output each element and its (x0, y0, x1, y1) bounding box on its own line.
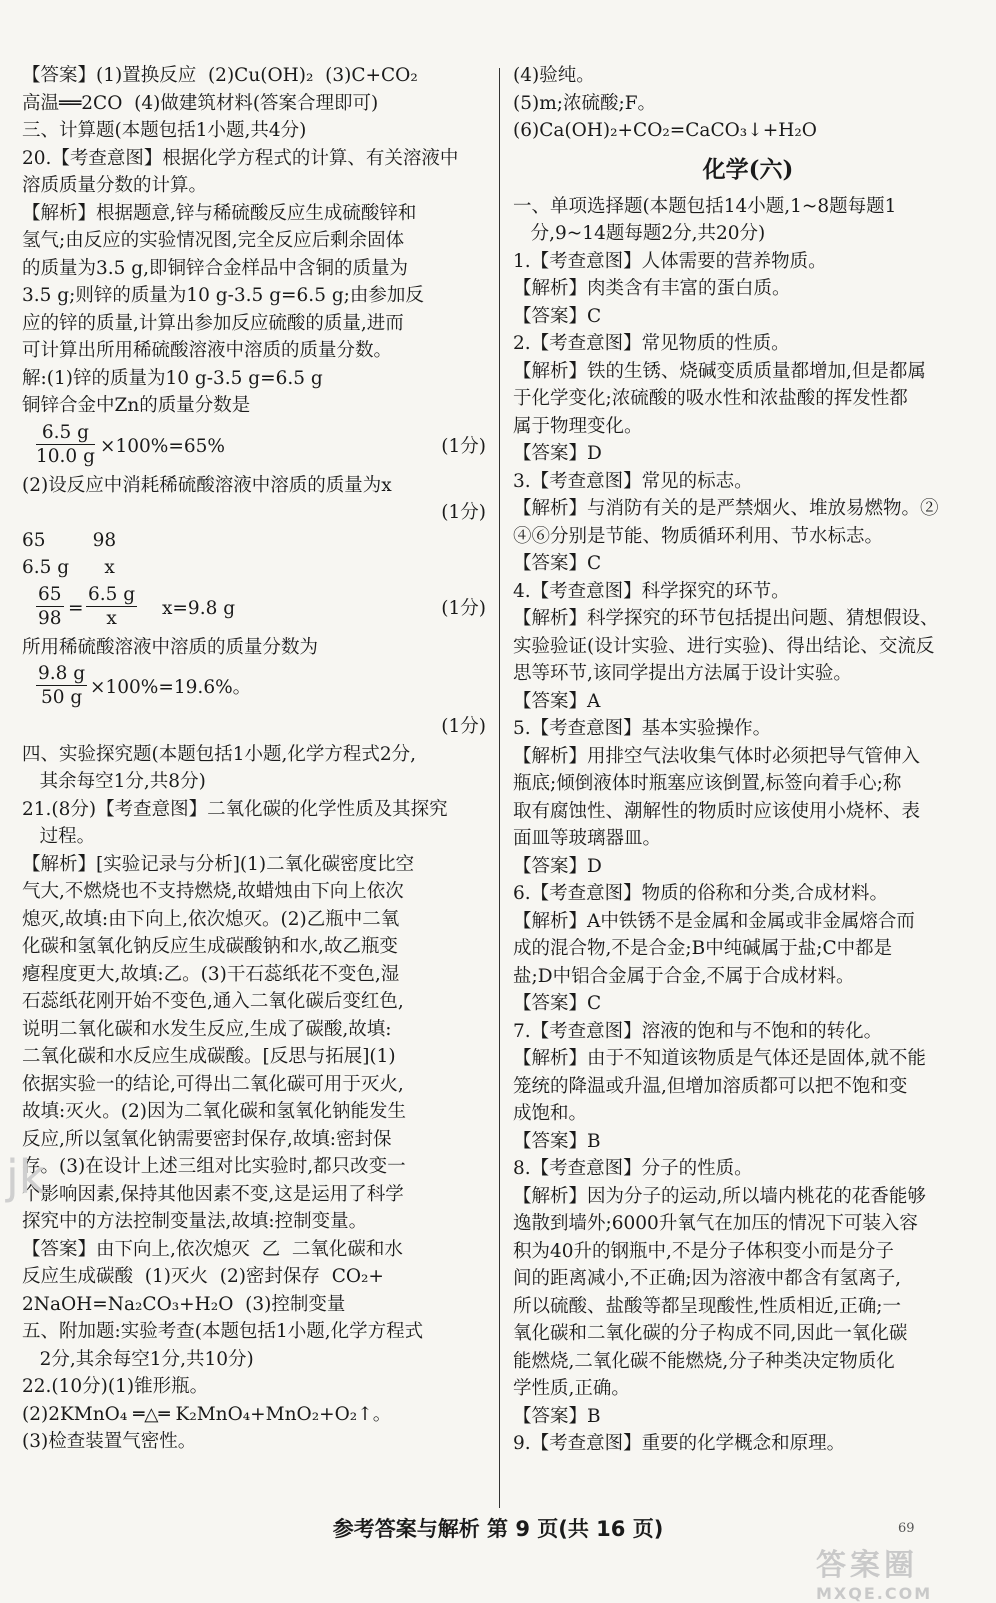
watermark-logo (816, 1540, 986, 1603)
question-5: 5.【考查意图】基本实验操作。 (513, 718, 772, 739)
text-line: 取有腐蚀性、潮解性的物质时应该使用小烧杯、表 (513, 800, 921, 822)
watermark-text: 答案圈 (816, 1548, 918, 1583)
fraction-numerator: 65 (38, 583, 62, 605)
text-line: 【解析】A中铁锈不是金属和金属或非金属熔合而 (513, 910, 915, 932)
watermark-url: MXQE.COM (816, 1584, 933, 1603)
text-line: 分,9~14题每题2分,共20分) (513, 223, 766, 244)
text-line: 成的混合物,不是合金;B中纯碱属于盐;C中都是 (513, 938, 893, 959)
fraction-result: ×100%=19.6%。 (90, 677, 252, 698)
fraction-numerator: 9.8 g (38, 663, 86, 684)
fraction-result: ×100%=65% (100, 435, 226, 457)
text-line: 瘪程度更大,故填:乙。(3)干石蕊纸花不变色,湿 (22, 963, 400, 985)
text-line: 【解析】与消防有关的是严禁烟火、堆放易燃物。② (513, 498, 939, 519)
question-21: 21.(8分)【考查意图】二氧化碳的化学性质及其探究 (22, 798, 448, 820)
score-label: (1分) (441, 597, 486, 619)
score-label: (1分) (441, 502, 486, 523)
answer-line: 【答案】D (513, 443, 602, 464)
score-label: (1分) (441, 435, 486, 457)
question-20: 20.【考查意图】根据化学方程式的计算、有关溶液中 (22, 147, 459, 169)
text-line: 65 98 (22, 529, 117, 551)
text-line: 气大,不燃烧也不支持燃烧,故蜡烛由下向上依次 (22, 881, 404, 902)
proportion-equation (22, 582, 492, 634)
text-line: 盐;D中铝合金属于合金,不属于合成材料。 (513, 965, 855, 987)
equals-sign: = (68, 597, 84, 619)
question-22: 22.(10分)(1)锥形瓶。 (22, 1376, 209, 1397)
text-line: 逸散到墙外;6000升氧气在加压的情况下可装入容 (513, 1213, 918, 1234)
page-footer: 参考答案与解析 第 9 页(共 16 页) (332, 1517, 664, 1541)
text-line: 【解析】铁的生锈、烧碱变质质量都增加,但是都属 (513, 360, 926, 382)
question-4: 4.【考查意图】科学探究的环节。 (513, 580, 790, 602)
text-line: 过程。 (22, 826, 96, 847)
fraction-zn-percent (22, 420, 492, 472)
text-line: (2)设反应中消耗稀硫酸溶液中溶质的质量为x (22, 474, 392, 496)
question-8: 8.【考查意图】分子的性质。 (513, 1158, 753, 1179)
right-column (513, 62, 983, 1458)
text-line: 高温══2CO (4)做建筑材料(答案合理即可) (22, 92, 379, 114)
section-heading: 三、计算题(本题包括1小题,共4分) (22, 120, 307, 141)
answer-line (22, 713, 492, 741)
fraction-denominator: 98 (38, 607, 62, 629)
text-line: 2分,其余每空1分,共10分) (22, 1348, 254, 1370)
answer-line: 【答案】D (513, 855, 602, 877)
question-9: 9.【考查意图】重要的化学概念和原理。 (513, 1433, 846, 1454)
text-line: 【解析】用排空气法收集气体时必须把导气管伸入 (513, 745, 921, 767)
page-corner-number: 69 (898, 1521, 915, 1536)
text-line: 反应生成碳酸 (1)灭火 (2)密封保存 CO₂+ (22, 1266, 384, 1287)
text-line: 氧化碳和二氧化碳的分子构成不同,因此一氧化碳 (513, 1323, 908, 1344)
text-line: (3)检查装置气密性。 (22, 1431, 197, 1452)
text-line: 熄灭,故填:由下向上,依次熄灭。(2)乙瓶中二氧 (22, 908, 400, 930)
text-line: 存。(3)在设计上述三组对比实验时,都只改变一 (22, 1156, 406, 1177)
section-heading: 四、实验探究题(本题包括1小题,化学方程式2分, (22, 743, 417, 765)
text-line: 氢气;由反应的实验情况图,完全反应后剩余固体 (22, 230, 405, 251)
text-line: (4)验纯。 (513, 65, 595, 86)
answer-line: 【答案】B (513, 1130, 601, 1152)
text-line: 【解析】肉类含有丰富的蛋白质。 (513, 278, 791, 299)
fraction-denominator: x (106, 607, 117, 629)
answer-line: 【答案】B (513, 1405, 601, 1427)
text-line: 属于物理变化。 (513, 415, 643, 437)
text-line: 二氧化碳和水反应生成碳酸。[反思与拓展](1) (22, 1046, 396, 1067)
text-line: 【解析】根据题意,锌与稀硫酸反应生成硫酸锌和 (22, 202, 417, 224)
text-line: 学性质,正确。 (513, 1378, 630, 1399)
text-line: 于化学变化;浓硫酸的吸水性和浓盐酸的挥发性都 (513, 388, 908, 409)
text-line: 【答案】(1)置换反应 (2)Cu(OH)₂ (3)C+CO₂ (22, 65, 418, 86)
text-line: 反应,所以氢氧化钠需要密封保存,故填:密封保 (22, 1128, 392, 1150)
text-line: 溶质质量分数的计算。 (22, 175, 208, 196)
text-line: 思等环节,该同学提出方法属于设计实验。 (513, 663, 852, 684)
text-line: 面皿等玻璃器皿。 (513, 828, 662, 849)
answer-line: 【答案】A (513, 690, 601, 712)
text-line: 个影响因素,保持其他因素不变,这是运用了科学 (22, 1183, 404, 1205)
text-line: 可计算出所用稀硫酸溶液中溶质的质量分数。 (22, 340, 393, 361)
answer-line: 【答案】C (513, 305, 602, 327)
text-line: (2)2KMnO₄ ═△═ K₂MnO₄+MnO₂+O₂↑。 (22, 1403, 392, 1425)
text-line: 铜锌合金中Zn的质量分数是 (22, 395, 251, 416)
answer-line: 【答案】C (513, 553, 602, 574)
text-line: 【答案】由下向上,依次熄灭 乙 二氧化碳和水 (22, 1238, 403, 1260)
text-line: 应的锌的质量,计算出参加反应硫酸的质量,进而 (22, 312, 404, 334)
text-line: 的质量为3.5 g,即铜锌合金样品中含铜的质量为 (22, 257, 409, 279)
text-line: 探究中的方法控制变量法,故填:控制变量。 (22, 1211, 368, 1232)
text-line: ④⑥分别是节能、物质循环利用、节水标志。 (513, 525, 884, 547)
text-line: 【解析】科学探究的环节包括提出问题、猜想假设、 (513, 608, 939, 629)
faded-logo-icon: jk (6, 1150, 46, 1204)
question-2: 2.【考查意图】常见物质的性质。 (513, 333, 790, 354)
text-line: 间的距离减小,不正确;因为溶液中都含有氢离子, (513, 1268, 901, 1289)
text-line: 积为40升的钢瓶中,不是分子体积变小而是分子 (513, 1240, 894, 1262)
question-1: 1.【考查意图】人体需要的营养物质。 (513, 250, 827, 272)
fraction-result: x=9.8 g (162, 597, 236, 619)
text-line: 石蕊纸花刚开始不变色,通入二氧化碳后变红色, (22, 991, 404, 1012)
answer-line: 【答案】C (513, 993, 602, 1014)
text-line: 笼统的降温或升温,但增加溶质都可以把不饱和变 (513, 1075, 908, 1097)
text-line: 【解析】[实验记录与分析](1)二氧化碳密度比空 (22, 853, 415, 875)
text-line: 【解析】由于不知道该物质是气体还是固体,就不能 (513, 1048, 926, 1069)
text-line: 所用稀硫酸溶液中溶质的质量分数为 (22, 636, 319, 658)
question-7: 7.【考查意图】溶液的饱和与不饱和的转化。 (513, 1020, 883, 1042)
equation-line (22, 499, 492, 527)
fraction-numerator: 6.5 g (36, 422, 95, 445)
text-line: 依据实验一的结论,可得出二氧化碳可用于灭火, (22, 1073, 404, 1095)
question-3: 3.【考查意图】常见的标志。 (513, 470, 753, 492)
text-line: 能燃烧,二氧化碳不能燃烧,分子种类决定物质化 (513, 1350, 895, 1372)
fraction-mass-percent (22, 661, 492, 713)
fraction-denominator: 10.0 g (36, 445, 95, 467)
text-line: 6.5 g x (22, 557, 115, 578)
left-column (22, 62, 492, 1456)
fraction-denominator: 50 g (40, 687, 83, 708)
text-line: 解:(1)锌的质量为10 g-3.5 g=6.5 g (22, 367, 323, 389)
text-line: 【解析】因为分子的运动,所以墙内桃花的花香能够 (513, 1185, 926, 1207)
question-6: 6.【考查意图】物质的俗称和分类,合成材料。 (513, 883, 889, 904)
text-line: 所以硫酸、盐酸等都呈现酸性,性质相近,正确;一 (513, 1295, 901, 1317)
section-heading: 一、单项选择题(本题包括14小题,1~8题每题1 (513, 195, 897, 217)
text-line: 故填:灭火。(2)因为二氧化碳和氢氧化钠能发生 (22, 1101, 406, 1122)
text-line: 瓶底;倾倒液体时瓶塞应该倒置,标签向着手心;称 (513, 773, 902, 794)
text-line: 其余每空1分,共8分) (22, 771, 206, 792)
text-line: (6)Ca(OH)₂+CO₂=CaCO₃↓+H₂O (513, 120, 817, 141)
text-line: 3.5 g;则锌的质量为10 g-3.5 g=6.5 g;由参加反 (22, 285, 424, 306)
text-line: 化碳和氢氧化钠反应生成碳酸钠和水,故乙瓶变 (22, 936, 398, 957)
text-line: 成饱和。 (513, 1103, 588, 1124)
text-line: 说明二氧化碳和水发生反应,生成了碳酸,故填: (22, 1018, 392, 1040)
score-label: (1分) (441, 716, 486, 737)
column-divider (499, 68, 500, 1508)
section-title: 化学(六) (702, 155, 794, 183)
section-heading: 五、附加题:实验考查(本题包括1小题,化学方程式 (22, 1321, 424, 1342)
text-line: 实验验证(设计实验、进行实验)、得出结论、交流反 (513, 635, 935, 657)
fraction-numerator: 6.5 g (88, 583, 136, 605)
text-line: 2NaOH=Na₂CO₃+H₂O (3)控制变量 (22, 1293, 346, 1315)
text-line: (5)m;浓硫酸;F。 (513, 92, 657, 114)
